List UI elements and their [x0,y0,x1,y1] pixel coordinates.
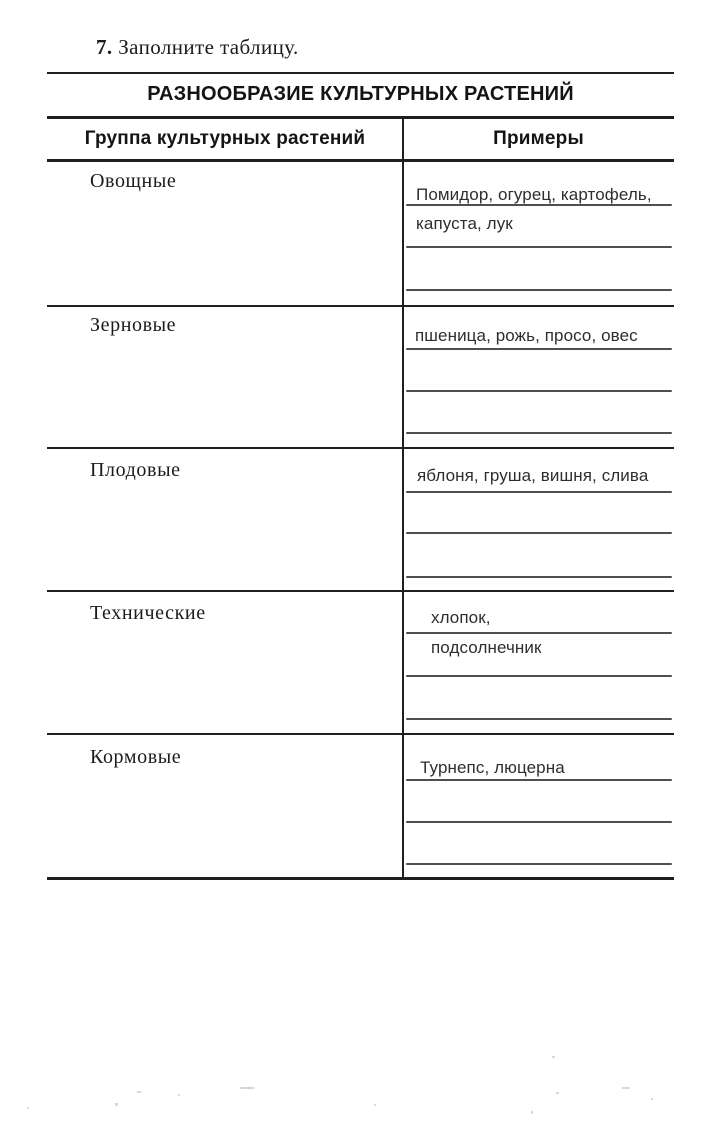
answer-line [406,576,672,578]
answer-line [406,432,672,434]
answer-line [406,863,672,865]
exercise-heading [96,35,299,60]
row-separator-rule [47,447,674,449]
answer-line [406,204,672,206]
answer-text: пшеница, рожь, просо, овес [415,326,638,345]
answer-line [406,632,672,634]
answer-line [406,289,672,291]
answer-line [406,675,672,677]
answer-text: яблоня, груша, вишня, слива [417,466,649,485]
answer-text: хлопок, [431,608,491,627]
row-separator-rule [47,733,674,735]
group-label: Зерновые [90,314,177,336]
table-top-rule [47,72,674,74]
table-bottom-rule [47,877,674,880]
answer-text: Помидор, огурец, картофель, [416,185,652,204]
exercise-instruction: Заполните таблицу. [112,35,299,59]
group-label: Овощные [90,170,177,192]
group-label: Кормовые [90,746,182,768]
answer-line [406,491,672,493]
column-divider-rule [402,117,404,879]
answer-text: подсолнечник [431,638,542,657]
exercise-number: 7. [96,35,113,59]
table-title: РАЗНООБРАЗИЕ КУЛЬТУРНЫХ РАСТЕНИЙ [147,83,574,105]
answer-line [406,348,672,350]
answer-line [406,779,672,781]
row-separator-rule [47,305,674,307]
answer-line [406,718,672,720]
column-header-group: Группа культурных растений [84,128,366,149]
answer-line [406,390,672,392]
column-header-examples: Примеры [493,128,584,149]
header-bottom-rule [47,159,674,162]
answer-line [406,532,672,534]
answer-line [406,821,672,823]
title-bottom-rule [47,116,674,119]
answer-text: Турнепс, люцерна [420,758,565,777]
group-label: Технические [90,602,206,624]
row-separator-rule [47,590,674,592]
answer-text: капуста, лук [416,214,513,233]
group-label: Плодовые [90,459,181,481]
answer-line [406,246,672,248]
